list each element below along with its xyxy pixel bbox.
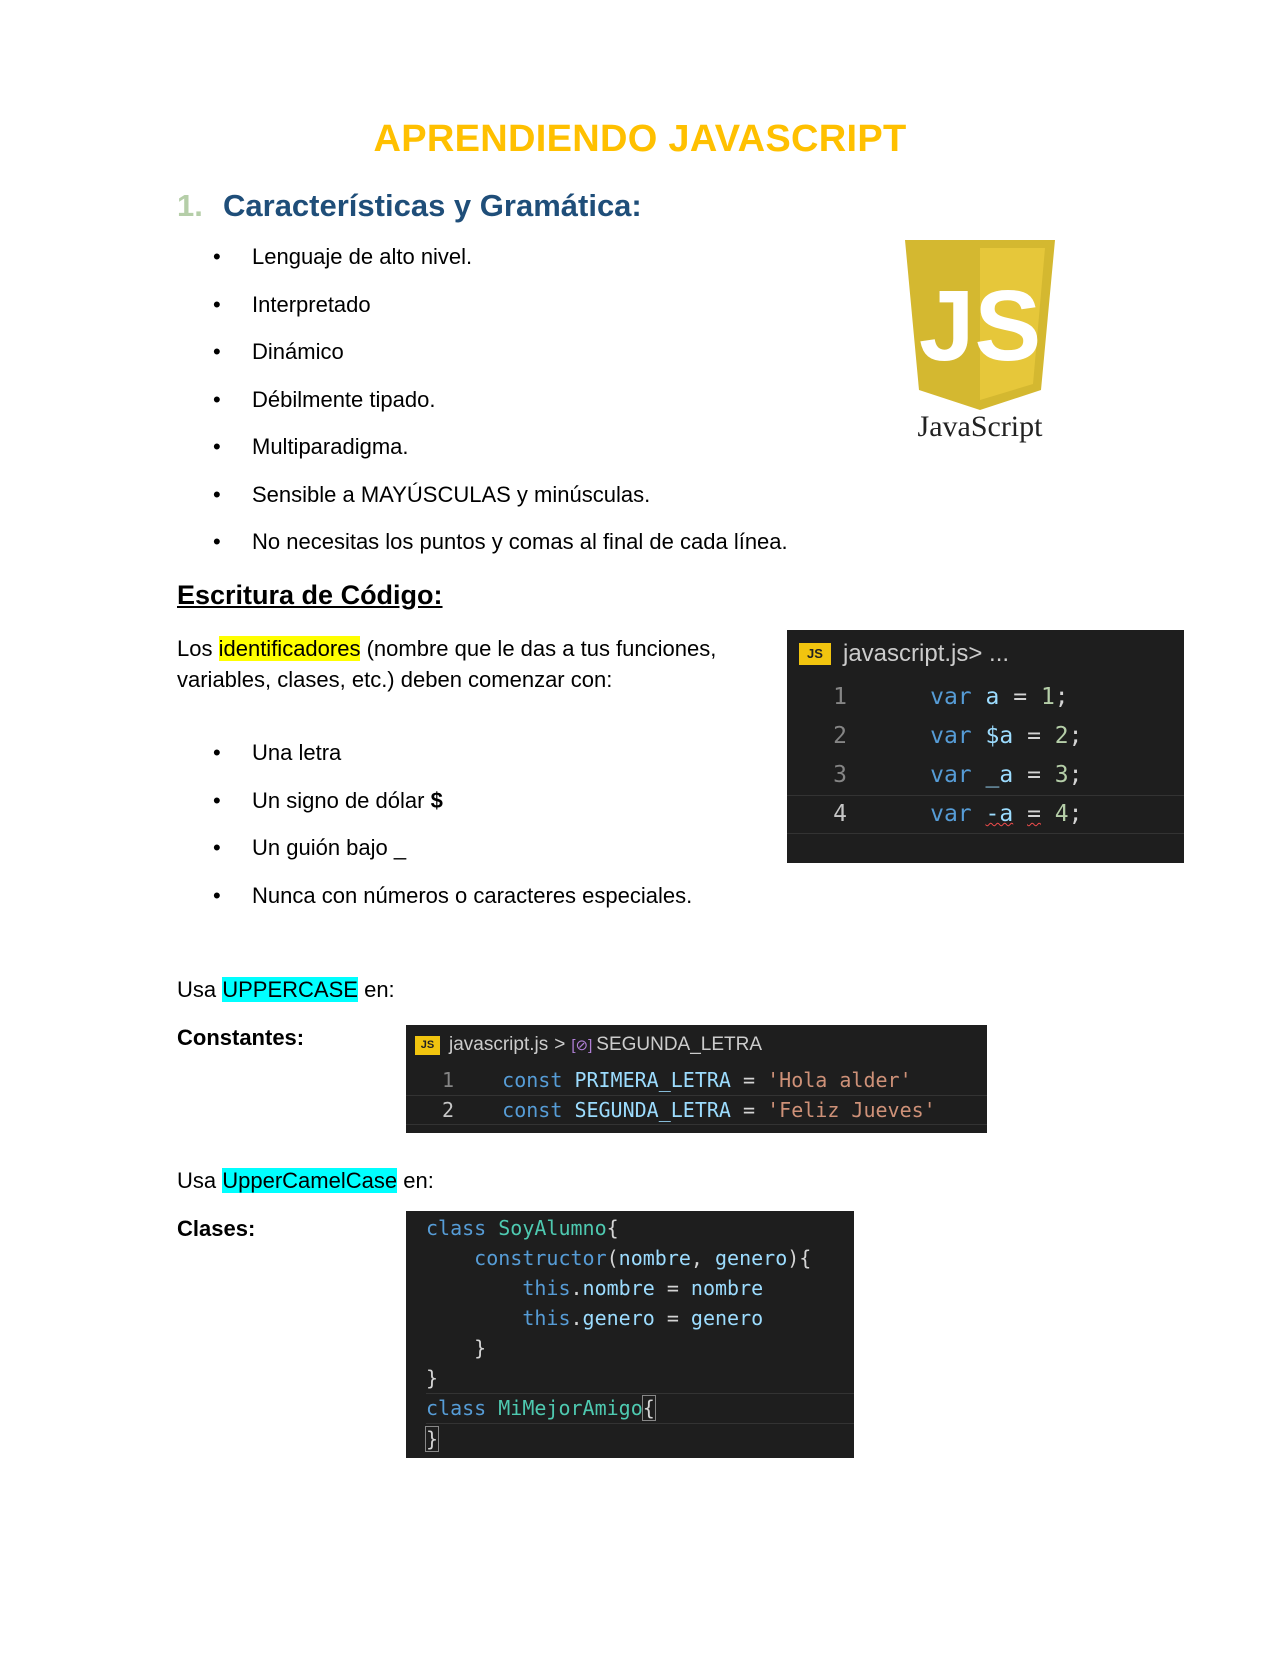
- error-squiggle: -a: [985, 801, 1014, 827]
- list-item: • Interpretado: [213, 292, 788, 340]
- javascript-logo: [905, 240, 1055, 455]
- logo-caption: JavaScript: [917, 410, 1043, 443]
- list-item: • Una letra: [213, 740, 692, 788]
- highlighted-term: UPPERCASE: [222, 977, 358, 1002]
- code-line: }: [426, 1366, 439, 1390]
- list-item: • Lenguaje de alto nivel.: [213, 244, 788, 292]
- code-line: 2 var $a = 2;: [833, 723, 1083, 749]
- identifier-rules-list: [213, 740, 692, 930]
- classes-label: Clases:: [177, 1216, 256, 1241]
- js-shield-icon: [905, 240, 1055, 410]
- uppercase-line: [177, 977, 395, 1003]
- code-line: this.nombre = nombre: [522, 1276, 764, 1300]
- list-item: • Sensible a MAYÚSCULAS y minúsculas.: [213, 482, 788, 530]
- highlighted-term: identificadores: [218, 636, 361, 661]
- code-screenshot-constants: [406, 1025, 987, 1133]
- section-heading-caracteristicas: [177, 188, 642, 224]
- list-item: • No necesitas los puntos y comas al final de cada línea.: [213, 529, 788, 577]
- code-line: }: [426, 1427, 439, 1451]
- list-item: • Nunca con números o caracteres especiales.: [213, 883, 692, 931]
- usa-text: en:: [397, 1168, 434, 1193]
- constants-label: Constantes:: [177, 1025, 305, 1050]
- usa-text: Usa: [177, 977, 223, 1002]
- code-line-current: 4 var -a = 4;: [787, 795, 1184, 834]
- code-line: this.genero = genero: [522, 1306, 764, 1330]
- code-line: 1 var a = 1;: [833, 684, 1069, 710]
- breadcrumb-separator: >: [554, 1034, 566, 1055]
- code-line: 1 const PRIMERA_LETRA = 'Hola alder': [441, 1068, 912, 1092]
- list-item: • Multiparadigma.: [213, 434, 788, 482]
- code-screenshot-identifiers: [787, 630, 1184, 863]
- list-item: • Dinámico: [213, 339, 788, 387]
- para-text: (nombre que le das a tus funciones, variables, clases, etc.) deben comenzar con:: [177, 636, 717, 692]
- code-line: 3 var _a = 3;: [833, 762, 1083, 788]
- section-heading-escritura: Escritura de Código:: [177, 580, 443, 610]
- identifiers-paragraph: [177, 633, 767, 695]
- code-line: constructor(nombre, genero){: [474, 1246, 812, 1270]
- code-screenshot-classes: [406, 1211, 854, 1458]
- list-item: • Un guión bajo _: [213, 835, 692, 883]
- code-line: class SoyAlumno{: [426, 1216, 619, 1240]
- code-line: }: [426, 1336, 487, 1360]
- js-file-icon: JS: [415, 1036, 440, 1055]
- breadcrumb-target: SEGUNDA_LETRA: [596, 1034, 763, 1055]
- para-text: Los: [177, 636, 219, 661]
- document-title: APRENDIENDO JAVASCRIPT: [373, 118, 907, 160]
- list-item-text: Un signo de dólar: [252, 787, 431, 813]
- dollar-sign: $: [430, 787, 443, 813]
- breadcrumb-file: javascript.js: [843, 640, 969, 667]
- code-line-current: 2 const SEGUNDA_LETRA = 'Feliz Jueves': [406, 1095, 987, 1125]
- section-number: 1.: [177, 188, 203, 223]
- breadcrumb: [787, 630, 1184, 678]
- variable-symbol-icon: [⊘]: [571, 1037, 593, 1054]
- usa-text: en:: [357, 977, 395, 1002]
- breadcrumb-rest: > ...: [968, 640, 1010, 667]
- usa-text: Usa: [177, 1168, 223, 1193]
- highlighted-term: UpperCamelCase: [222, 1168, 398, 1193]
- code-line-current: class MiMejorAmigo{: [426, 1393, 854, 1424]
- breadcrumb: [406, 1025, 987, 1065]
- features-list: [213, 244, 788, 577]
- breadcrumb-file: javascript.js: [449, 1034, 549, 1055]
- list-item: [213, 788, 692, 836]
- list-item: • Débilmente tipado.: [213, 387, 788, 435]
- js-badge-text: JS: [918, 270, 1042, 382]
- section-heading-text: Características y Gramática:: [223, 188, 642, 223]
- js-file-icon: JS: [799, 643, 831, 665]
- camelcase-line: [177, 1168, 434, 1194]
